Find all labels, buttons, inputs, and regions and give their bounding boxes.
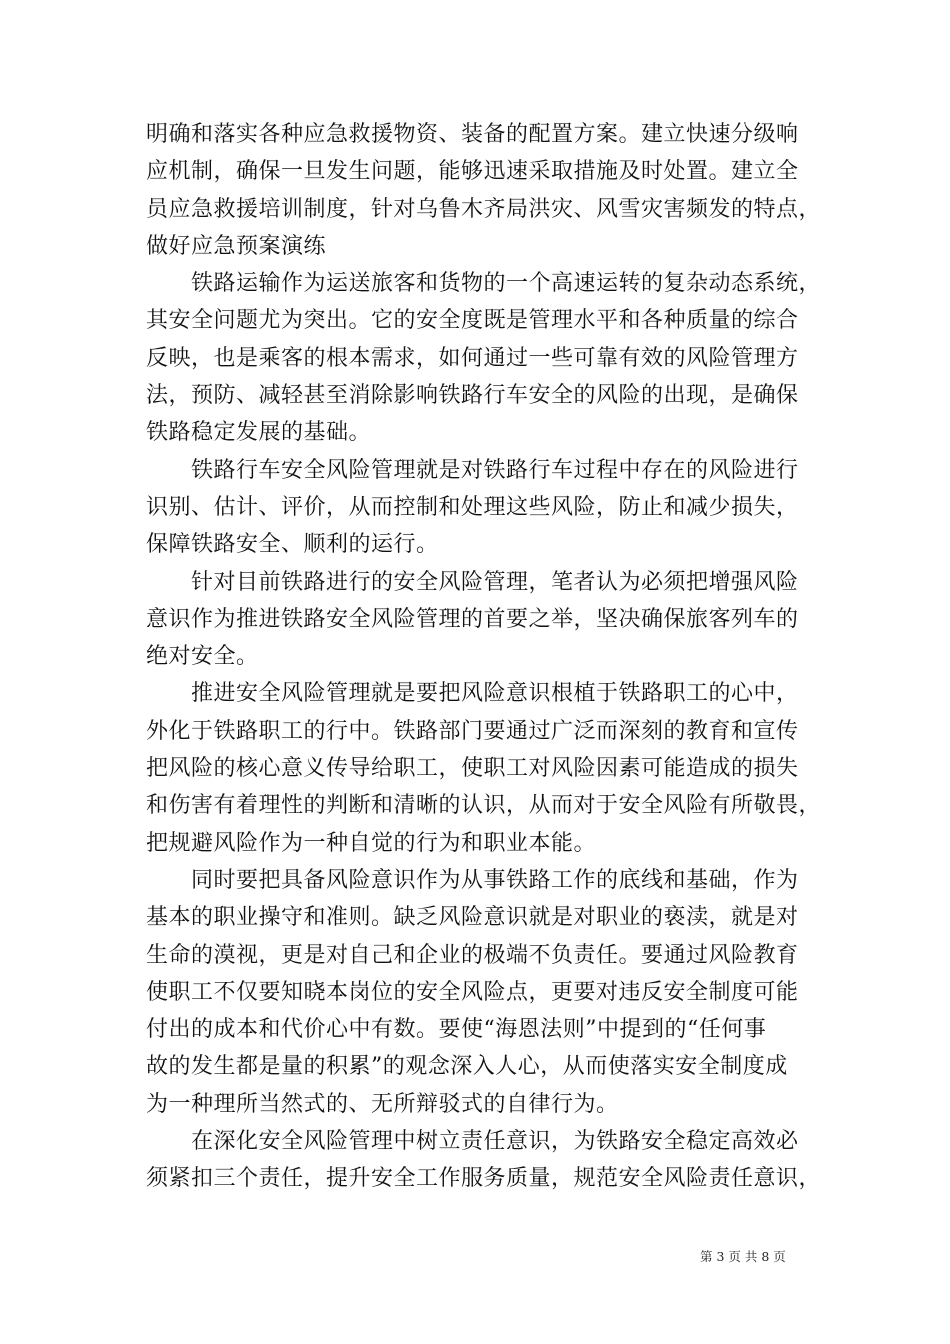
text-line: 铁路运输作为运送旅客和货物的一个高速运转的复杂动态系统，: [146, 271, 822, 297]
text-line: 铁路行车安全风险管理就是对铁路行车过程中存在的风险进行: [146, 457, 799, 483]
text-line: 铁路稳定发展的基础。: [146, 420, 372, 446]
text-line: 故的发生都是量的积累”的观念深入人心，从而使落实安全制度成: [146, 1054, 788, 1080]
text-line: 应机制，确保一旦发生问题，能够迅速采取措施及时处置。建立全: [146, 159, 799, 185]
text-line: 为一种理所当然式的、无所辩驳式的自律行为。: [146, 1091, 619, 1117]
text-line: 把风险的核心意义传导给职工，使职工对风险因素可能造成的损失: [146, 756, 799, 782]
text-line: 同时要把具备风险意识作为从事铁路工作的底线和基础，作为: [146, 867, 799, 893]
text-line: 法，预防、减轻甚至消除影响铁路行车安全的风险的出现，是确保: [146, 383, 799, 409]
text-line: 须紧扣三个责任，提升安全工作服务质量，规范安全风险责任意识，: [146, 1166, 822, 1192]
text-line: 其安全问题尤为突出。它的安全度既是管理水平和各种质量的综合: [146, 308, 799, 334]
document-body: [146, 116, 822, 1198]
text-line: 意识作为推进铁路安全风险管理的首要之举，坚决确保旅客列车的: [146, 606, 799, 632]
text-line: 和伤害有着理性的判断和清晰的认识，从而对于安全风险有所敬畏，: [146, 793, 822, 819]
text-line: 使职工不仅要知晓本岗位的安全风险点，更要对违反安全制度可能: [146, 979, 799, 1005]
text-line: 绝对安全。: [146, 644, 259, 670]
text-line: 付出的成本和代价心中有数。要使“海恩法则”中提到的“任何事: [146, 1017, 767, 1043]
text-line: 针对目前铁路进行的安全风险管理，笔者认为必须把增强风险: [146, 569, 799, 595]
text-line: 基本的职业操守和准则。缺乏风险意识就是对职业的亵渎，就是对: [146, 905, 799, 931]
text-line: 推进安全风险管理就是要把风险意识根植于铁路职工的心中，: [146, 681, 799, 707]
text-line: 把规避风险作为一种自觉的行为和职业本能。: [146, 830, 597, 856]
text-line: 识别、估计、评价，从而控制和处理这些风险，防止和减少损失，: [146, 494, 799, 520]
text-line: 保障铁路安全、顺利的运行。: [146, 532, 439, 558]
text-line: 在深化安全风险管理中树立责任意识，为铁路安全稳定高效必: [146, 1129, 799, 1155]
text-line: 明确和落实各种应急救援物资、装备的配置方案。建立快速分级响: [146, 122, 799, 147]
text-line: 员应急救援培训制度，针对乌鲁木齐局洪灾、风雪灾害频发的特点，: [146, 196, 822, 222]
text-line: 外化于铁路职工的行中。铁路部门要通过广泛而深刻的教育和宣传: [146, 718, 799, 744]
text-line: 生命的漠视，更是对自己和企业的极端不负责任。要通过风险教育: [146, 942, 799, 968]
text-line: 做好应急预案演练: [146, 233, 327, 259]
page-number-footer: 第 3 页 共 8 页: [700, 1249, 786, 1264]
text-line: 反映，也是乘客的根本需求，如何通过一些可靠有效的风险管理方: [146, 345, 799, 371]
